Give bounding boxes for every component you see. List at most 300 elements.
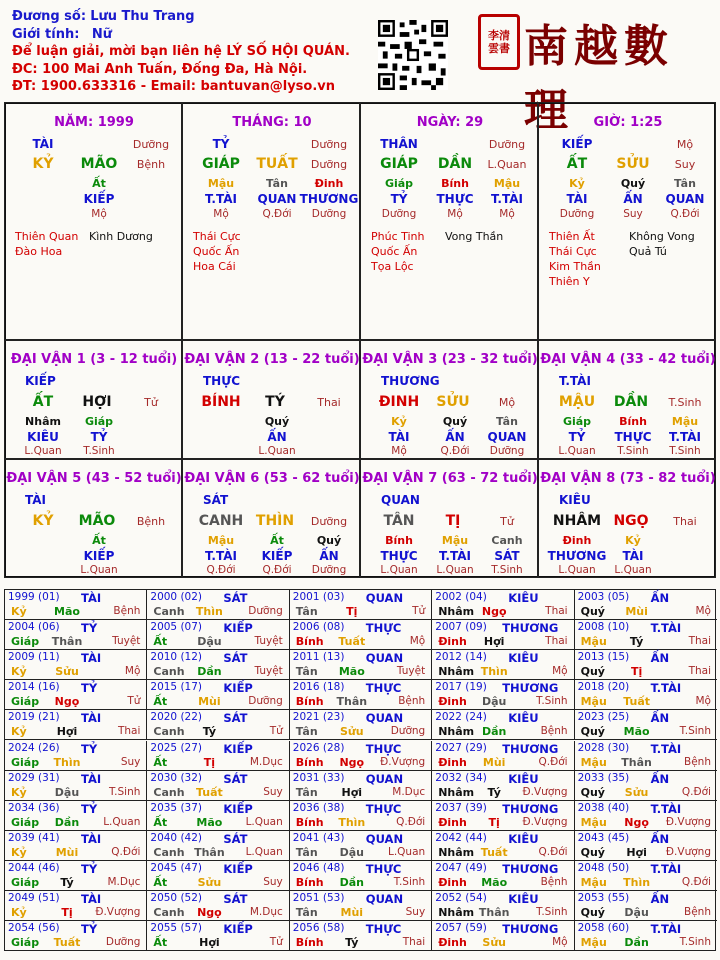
hidden-stage: L.Quan	[558, 445, 596, 457]
dai-van-cell	[360, 459, 538, 578]
year-label: 2031 (33)	[292, 771, 345, 784]
year-cell[interactable]	[290, 921, 432, 951]
dai-van-stage: Tử	[500, 515, 514, 528]
year-cell[interactable]	[432, 710, 574, 740]
hidden-stage: Dưỡng	[489, 445, 525, 457]
year-god: KIẾP	[223, 741, 253, 756]
year-cell[interactable]	[290, 771, 432, 801]
year-branch: Hợi	[199, 936, 220, 950]
year-branch: Mão	[338, 665, 365, 679]
year-branch: Sửu	[197, 875, 222, 889]
hidden-stem: Bính	[441, 177, 469, 190]
year-stage: Dưỡng	[390, 725, 426, 738]
year-cell[interactable]	[432, 891, 574, 921]
year-god: SÁT	[223, 892, 248, 906]
hidden-stage: Q.Đới	[206, 564, 236, 576]
year-god: SÁT	[223, 711, 248, 726]
hidden-stage: Q.Đới	[440, 445, 470, 457]
year-cell[interactable]	[575, 771, 717, 801]
dai-van-cell	[4, 340, 182, 459]
hidden-stage: Dưỡng	[381, 208, 417, 220]
year-branch: Dần	[481, 725, 507, 739]
year-god: THƯƠNG	[502, 621, 559, 636]
year-stem: Mậu	[580, 875, 607, 889]
year-label: 2005 (07)	[150, 621, 203, 634]
year-cell[interactable]	[5, 741, 147, 771]
hidden-stage: Dưỡng	[311, 564, 347, 576]
year-cell[interactable]	[432, 680, 574, 710]
year-stage: T.Sinh	[536, 695, 568, 708]
dai-van-title: ĐẠI VẬN 4 (33 - 42 tuổi)	[540, 352, 716, 367]
year-label: 2047 (49)	[435, 861, 487, 874]
year-branch: Mùi	[482, 755, 506, 769]
hidden-god: QUAN	[665, 192, 705, 206]
hidden-stage: Dưỡng	[311, 208, 347, 220]
year-stage: Dưỡng	[248, 605, 283, 617]
hidden-stage: T.Sinh	[491, 564, 523, 576]
hidden-stem: Kỷ	[569, 177, 585, 190]
year-god: THỰC	[365, 922, 402, 937]
year-branch: Ngọ	[624, 815, 649, 829]
star-left: Thiên Y	[549, 275, 590, 288]
year-cell[interactable]	[290, 831, 432, 861]
year-cell[interactable]	[290, 590, 432, 620]
dai-van-stem: MẬU	[558, 394, 596, 410]
hidden-god: QUAN	[257, 192, 297, 206]
year-branch: Tuất	[53, 936, 81, 950]
year-label: 2000 (02)	[150, 591, 203, 603]
dai-van-branch: TỊ	[445, 513, 461, 529]
year-label: 2038 (40)	[577, 801, 630, 814]
hidden-stem: Tân	[674, 177, 696, 190]
qr-code-icon[interactable]	[378, 20, 448, 90]
year-god: THỰC	[365, 741, 402, 756]
year-cell[interactable]	[432, 650, 574, 680]
year-label: 2010 (12)	[150, 651, 203, 664]
year-branch: Tuất	[480, 845, 508, 859]
year-cell[interactable]	[5, 650, 147, 680]
year-branch: Tị	[61, 906, 73, 919]
year-stem: Nhâm	[438, 605, 475, 618]
year-god: T.TÀI	[650, 861, 682, 876]
year-branch: Hợi	[341, 785, 363, 799]
year-stage: Thai	[688, 635, 711, 648]
year-god: ẤN	[650, 591, 670, 605]
year-stem: Đinh	[438, 755, 467, 769]
year-stage: Thai	[117, 725, 141, 738]
hidden-stage: Suy	[623, 208, 643, 220]
year-cell[interactable]	[5, 590, 147, 620]
year-god: T.TÀI	[650, 681, 682, 696]
year-branch: Dậu	[624, 906, 649, 919]
year-stage: Mộ	[552, 936, 568, 949]
pillar-stage: Suy	[674, 158, 696, 171]
year-cell[interactable]	[290, 741, 432, 771]
year-cell[interactable]	[432, 590, 574, 620]
year-cell[interactable]	[290, 620, 432, 650]
year-cell[interactable]	[147, 891, 289, 921]
year-branch: Dần	[339, 875, 364, 889]
year-god: ẤN	[650, 771, 670, 786]
pillar-cell	[538, 102, 716, 340]
dai-van-branch: DẦN	[613, 394, 649, 410]
year-label: 2050 (52)	[150, 892, 203, 904]
year-label: 2052 (54)	[435, 892, 487, 904]
dai-van-god: T.TÀI	[559, 374, 591, 388]
pillar-cell	[4, 102, 182, 340]
year-cell[interactable]	[432, 921, 574, 951]
year-stem: Kỷ	[11, 845, 27, 859]
hidden-god: TỶ	[390, 192, 408, 206]
year-cell[interactable]	[575, 710, 717, 740]
year-god: T.TÀI	[650, 801, 682, 816]
year-cell[interactable]	[575, 741, 717, 771]
year-label: 2015 (17)	[150, 681, 203, 694]
year-stem: Tân	[295, 725, 318, 739]
hidden-stem: Quý	[442, 415, 468, 428]
year-stem: Canh	[153, 725, 185, 739]
pillar-cell	[182, 102, 360, 340]
year-stage: T.Sinh	[679, 936, 711, 949]
hidden-stage: Mộ	[391, 445, 407, 457]
year-cell[interactable]	[147, 620, 289, 650]
year-stage: Tử	[127, 695, 141, 708]
year-branch: Dần	[624, 936, 649, 950]
year-cell[interactable]	[575, 861, 717, 891]
year-stem: Nhâm	[438, 845, 475, 859]
hidden-god: ẤN	[445, 430, 465, 444]
year-god: SÁT	[223, 591, 248, 605]
hidden-god: THƯƠNG	[547, 549, 607, 563]
hidden-god: KIẾP	[261, 549, 293, 563]
hidden-god: T.TÀI	[205, 192, 237, 206]
hidden-stem: Mậu	[441, 534, 469, 547]
year-branch: Mão	[196, 815, 223, 829]
year-label: 2012 (14)	[435, 651, 487, 664]
year-cell[interactable]	[432, 771, 574, 801]
year-cell[interactable]	[147, 921, 289, 951]
year-stem: Kỷ	[11, 725, 27, 739]
year-stem: Kỷ	[11, 665, 27, 679]
year-branch: Dậu	[197, 635, 222, 649]
year-cell[interactable]	[290, 650, 432, 680]
year-stem: Ất	[153, 635, 168, 649]
year-god: KIẾP	[223, 922, 253, 937]
hidden-stem: Kỷ	[391, 415, 407, 428]
hidden-stage: L.Quan	[380, 564, 418, 576]
hidden-stem: Ất	[92, 177, 106, 190]
year-label: 2027 (29)	[435, 741, 487, 754]
year-god: THỰC	[365, 861, 402, 876]
dai-van-god: SÁT	[203, 493, 229, 507]
year-cell[interactable]	[432, 620, 574, 650]
hidden-god: ẤN	[319, 549, 339, 563]
pillar-stem: GIÁP	[380, 156, 418, 172]
year-cell[interactable]	[5, 620, 147, 650]
address-line: ĐC: 100 Mai Anh Tuấn, Đống Đa, Hà Nội.	[12, 61, 308, 77]
year-cell[interactable]	[5, 801, 147, 831]
hidden-stem: Quý	[264, 415, 290, 428]
year-stem: Bính	[295, 875, 324, 889]
year-stem: Canh	[153, 906, 185, 919]
year-god: ẤN	[650, 711, 670, 726]
year-cell[interactable]	[5, 710, 147, 740]
pillar-title: THÁNG: 10	[232, 115, 312, 130]
year-stage: L.Quan	[387, 845, 426, 858]
year-stem: Mậu	[580, 755, 607, 769]
pillar-god: KIẾP	[561, 137, 593, 151]
year-stage: Đ.Vượng	[522, 785, 568, 798]
hidden-stage: Mộ	[499, 208, 515, 220]
year-cell[interactable]	[575, 921, 717, 951]
hidden-stage: Q.Đới	[670, 208, 700, 220]
year-branch: Thân	[336, 695, 368, 709]
star-left: Quốc Ấn	[193, 245, 240, 258]
year-branch: Tị	[346, 605, 358, 618]
year-stage: Đ.Vượng	[380, 755, 426, 768]
year-cell[interactable]	[290, 891, 432, 921]
year-god: QUAN	[365, 651, 404, 666]
gender-label: Giới tính:	[12, 26, 80, 42]
pillar-branch: TUẤT	[256, 156, 298, 172]
pillar-cell	[360, 102, 538, 340]
year-cell[interactable]	[147, 710, 289, 740]
year-cell[interactable]	[147, 741, 289, 771]
year-label: 2041 (43)	[292, 831, 345, 844]
hidden-god: TÀI	[566, 192, 588, 206]
hidden-god: ẤN	[623, 192, 643, 206]
year-stem: Bính	[295, 695, 324, 709]
year-god: QUAN	[365, 831, 404, 846]
hidden-god: T.TÀI	[205, 549, 237, 563]
year-branch: Dần	[197, 665, 222, 679]
pillar-branch: MÃO	[80, 156, 118, 172]
year-cell[interactable]	[432, 741, 574, 771]
year-god: QUAN	[365, 892, 404, 906]
year-god: TÀI	[81, 771, 102, 786]
year-stem: Đinh	[438, 695, 467, 709]
year-stage: Suy	[263, 875, 283, 888]
year-cell[interactable]	[147, 831, 289, 861]
year-god: TÀI	[81, 831, 102, 846]
year-cell[interactable]	[147, 650, 289, 680]
year-stage: Tuyệt	[396, 665, 426, 678]
hidden-stem: Ất	[270, 534, 284, 547]
year-cell[interactable]	[5, 861, 147, 891]
year-stage: Q.Đới	[681, 875, 711, 888]
year-label: 2029 (31)	[8, 771, 60, 784]
hidden-stage: Mộ	[213, 208, 229, 220]
year-stem: Ất	[153, 695, 168, 709]
year-stem: Đinh	[438, 635, 467, 649]
hidden-stem: Đinh	[314, 177, 344, 190]
hidden-stage: Mộ	[447, 208, 463, 220]
year-label: 2040 (42)	[150, 831, 203, 844]
dai-van-title: ĐẠI VẬN 5 (43 - 52 tuổi)	[6, 471, 182, 486]
hidden-stage: Mộ	[91, 208, 107, 220]
dai-van-branch: HỢI	[82, 394, 112, 410]
year-god: KIÊU	[508, 831, 539, 846]
year-label: 2046 (48)	[292, 861, 345, 874]
year-cell[interactable]	[290, 861, 432, 891]
year-stem: Canh	[153, 845, 185, 859]
dai-van-stem: TÂN	[383, 513, 415, 529]
year-branch: Thân	[478, 906, 510, 919]
year-stem: Kỷ	[11, 785, 27, 799]
hidden-stage: Q.Đới	[262, 208, 292, 220]
year-label: 2036 (38)	[292, 801, 345, 814]
pillar-title: NĂM: 1999	[54, 115, 134, 130]
year-cell[interactable]	[290, 710, 432, 740]
year-label: 2044 (46)	[8, 861, 60, 874]
hidden-stem: Tân	[496, 415, 518, 428]
year-stage: Dưỡng	[105, 936, 141, 949]
year-cell[interactable]	[5, 891, 147, 921]
year-branch: Ngọ	[339, 755, 365, 769]
dai-van-branch: NGỌ	[613, 513, 649, 529]
year-label: 2023 (25)	[577, 711, 630, 724]
hidden-stem: Bính	[619, 415, 647, 428]
year-stage: T.Sinh	[108, 785, 141, 798]
year-god: QUAN	[365, 711, 404, 726]
star-left: Tọa Lộc	[371, 260, 414, 273]
year-branch: Dậu	[339, 845, 364, 859]
year-stage: Thai	[688, 665, 711, 678]
year-branch: Tuất	[195, 785, 223, 799]
year-god: THƯƠNG	[502, 681, 559, 696]
year-label: 2054 (56)	[8, 922, 60, 935]
year-god: TỶ	[81, 741, 98, 756]
year-stem: Bính	[295, 815, 324, 829]
year-cell[interactable]	[432, 861, 574, 891]
hidden-god: KIẾP	[83, 192, 115, 206]
year-stem: Ất	[153, 936, 168, 950]
hidden-stem: Nhâm	[25, 415, 61, 428]
year-stem: Nhâm	[438, 906, 475, 919]
year-label: 2056 (58)	[292, 922, 345, 935]
year-cell[interactable]	[147, 680, 289, 710]
hidden-stage: L.Quan	[258, 445, 296, 457]
year-stage: Bệnh	[684, 906, 711, 918]
hidden-stem: Giáp	[384, 177, 414, 190]
year-cell[interactable]	[575, 891, 717, 921]
year-stem: Bính	[295, 755, 324, 769]
year-cell[interactable]	[575, 801, 717, 831]
hidden-stem: Đinh	[562, 534, 592, 547]
year-label: 2006 (08)	[292, 621, 345, 634]
year-cell[interactable]	[5, 771, 147, 801]
dai-van-stem: NHÂM	[552, 513, 602, 529]
year-branch: Thân	[621, 755, 652, 769]
dai-van-cell	[360, 340, 538, 459]
year-stem: Canh	[153, 785, 185, 799]
year-stage: Suy	[405, 906, 426, 918]
year-cell[interactable]	[432, 801, 574, 831]
contact-line: Để luận giải, mời bạn liên hệ LÝ SỐ HỘI QUÁN.	[12, 44, 350, 59]
year-stem: Kỷ	[11, 605, 27, 618]
year-god: KIẾP	[223, 801, 253, 816]
hidden-god: T.TÀI	[669, 430, 701, 444]
year-branch: Mùi	[55, 845, 79, 859]
year-label: 2022 (24)	[435, 711, 487, 724]
year-stage: Tuyệt	[254, 635, 283, 648]
hidden-god: THỰC	[436, 192, 474, 206]
year-label: 2042 (44)	[435, 831, 487, 844]
year-cell[interactable]	[575, 680, 717, 710]
dai-van-stem: BÍNH	[201, 394, 241, 410]
year-label: 2003 (05)	[577, 591, 630, 603]
dai-van-stage: Tử	[144, 396, 158, 409]
year-cell[interactable]	[575, 590, 717, 620]
year-cell[interactable]	[5, 831, 147, 861]
year-branch: Sửu	[482, 936, 506, 950]
year-cell[interactable]	[147, 801, 289, 831]
person-name: Lưu Thu Trang	[90, 9, 195, 24]
year-cell[interactable]	[5, 680, 147, 710]
pillar-stage: L.Quan	[487, 158, 527, 171]
hidden-stage: L.Quan	[436, 564, 474, 576]
dai-van-god: TÀI	[25, 493, 47, 507]
year-label: 2014 (16)	[8, 681, 60, 694]
year-stage: Tử	[269, 725, 283, 738]
year-god: THƯƠNG	[502, 922, 559, 937]
dai-van-stem: ẤT	[32, 394, 54, 410]
year-stage: Bệnh	[540, 725, 568, 738]
year-cell[interactable]	[147, 771, 289, 801]
hidden-stage: L.Quan	[24, 445, 62, 457]
pillar-stage: Dưỡng	[310, 158, 348, 171]
year-god: SÁT	[223, 651, 248, 666]
hidden-stem: Mậu	[207, 177, 235, 190]
year-cell[interactable]	[575, 831, 717, 861]
hidden-god: QUAN	[487, 430, 527, 444]
year-branch: Mão	[623, 725, 650, 739]
pillar-top-stage: Dưỡng	[488, 138, 526, 151]
year-branch: Mão	[481, 875, 508, 889]
pillar-stage: Bệnh	[136, 158, 166, 171]
year-stage: Q.Đới	[396, 815, 426, 828]
year-cell[interactable]	[5, 921, 147, 951]
year-cell[interactable]	[575, 620, 717, 650]
year-stem: Giáp	[11, 755, 40, 769]
year-stage: Mộ	[552, 665, 568, 678]
year-god: KIÊU	[508, 771, 539, 786]
year-god: TỶ	[81, 621, 98, 636]
year-cell[interactable]	[290, 680, 432, 710]
hidden-stem: Mậu	[207, 534, 235, 547]
hidden-stage: T.Sinh	[83, 445, 115, 457]
year-label: 2011 (13)	[292, 651, 345, 664]
hidden-god: TÀI	[388, 430, 410, 444]
year-cell[interactable]	[147, 861, 289, 891]
year-stem: Đinh	[438, 936, 467, 950]
year-stage: Dưỡng	[248, 695, 283, 708]
seal-stamp: 李清 雲書	[478, 14, 520, 70]
year-cell[interactable]	[147, 590, 289, 620]
year-stem: Đinh	[438, 815, 467, 829]
year-stem: Canh	[153, 605, 185, 618]
year-cell[interactable]	[432, 831, 574, 861]
year-cell[interactable]	[575, 650, 717, 680]
year-label: 2030 (32)	[150, 771, 203, 784]
year-stage: M.Dục	[249, 755, 283, 768]
year-branch: Sửu	[55, 665, 79, 679]
year-cell[interactable]	[290, 801, 432, 831]
year-god: ẤN	[650, 892, 670, 906]
year-god: THƯƠNG	[502, 741, 559, 756]
year-god: THỰC	[365, 681, 402, 696]
year-branch: Dậu	[481, 695, 507, 709]
